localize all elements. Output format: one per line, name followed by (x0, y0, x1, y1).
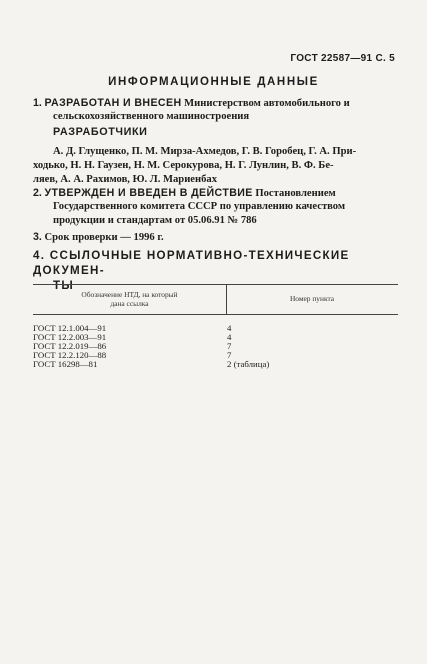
section-3-number: 3. (33, 231, 42, 243)
table-cell-item: 4 (227, 323, 232, 333)
table-cell-document: ГОСТ 12.2.019—86 (33, 341, 107, 351)
section-4-heading (33, 248, 399, 293)
section-3-text: Срок проверки — 1996 г. (44, 232, 164, 243)
table-cell-document: ГОСТ 12.1.004—91 (33, 323, 107, 333)
developers-heading: РАЗРАБОТЧИКИ (53, 126, 148, 138)
section-2-continuation: продукции и стандартам от 05.06.91 № 786 (53, 215, 257, 226)
table-body (33, 324, 398, 369)
page-title: ИНФОРМАЦИОННЫЕ ДАННЫЕ (108, 76, 319, 88)
section-2-heading: УТВЕРЖДЕН И ВВЕДЕН В ДЕЙСТВИЕ (44, 187, 253, 199)
table-cell-document: ГОСТ 12.2.120—88 (33, 350, 107, 360)
table-header-document (33, 290, 226, 308)
table-cell-document: ГОСТ 12.2.003—91 (33, 332, 107, 342)
page-header: ГОСТ 22587—91 С. 5 (290, 53, 395, 64)
developers-line: ходько, Н. Н. Гаузен, Н. М. Серокурова, Н. Г. Лунлин, В. Ф. Бе- (33, 160, 334, 171)
table-header-document-line: дана ссылка (110, 299, 149, 308)
table-top-rule (33, 284, 398, 285)
section-1-text: Министерством автомобильного и (184, 98, 350, 109)
table-cell-document: ГОСТ 16298—81 (33, 359, 98, 369)
section-4-heading-line: ТЫ (53, 279, 75, 292)
section-2-continuation: Государственного комитета СССР по управлению качеством (53, 201, 346, 212)
section-1 (33, 96, 399, 111)
developers-line: ляев, А. А. Рахимов, Ю. Л. Мариенбах (33, 174, 217, 185)
table-cell-item: 7 (227, 350, 232, 360)
section-2-text: Постановлением (255, 188, 336, 199)
table-header-item: Номер пункта (289, 294, 335, 303)
section-1-number: 1. (33, 97, 42, 109)
section-1-continuation: сельскохозяйственного машиностроения (53, 111, 250, 122)
table-cell-item: 2 (таблица) (227, 359, 270, 369)
section-2-number: 2. (33, 187, 42, 199)
section-2 (33, 186, 399, 201)
table-cell-item: 4 (227, 332, 232, 342)
section-4-heading-line: 4. ССЫЛОЧНЫЕ НОРМАТИВНО-ТЕХНИЧЕСКИЕ ДОКУМЕН- (33, 249, 350, 277)
table-header-rule (33, 314, 398, 315)
developers-line: А. Д. Глущенко, П. М. Мирза-Ахмедов, Г. В. Горобец, Г. А. При- (53, 146, 357, 157)
section-3 (33, 230, 399, 245)
section-1-heading: РАЗРАБОТАН И ВНЕСЕН (44, 97, 182, 109)
table-row (33, 360, 398, 369)
table-cell-item: 7 (227, 341, 232, 351)
table-header-document-line: Обозначение НТД, на который (81, 290, 178, 299)
